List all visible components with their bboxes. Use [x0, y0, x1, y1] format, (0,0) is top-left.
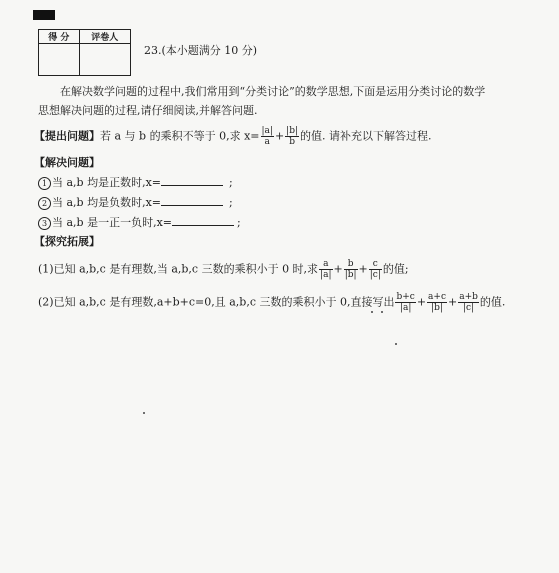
black-marker [33, 10, 55, 20]
case-1-answer-blank[interactable] [161, 175, 223, 186]
fraction-abs-a-over-a [261, 126, 274, 147]
emphasis-dot [371, 311, 373, 313]
semicolon: ; [229, 176, 233, 189]
case-2-text: 当 a,b 均是负数时,x= [52, 196, 162, 209]
part-2-end: 的值. [479, 295, 506, 309]
solve-problem-tag: 【解决问题】 [34, 156, 100, 169]
plus-sign: + [447, 295, 458, 309]
case-3-line [38, 215, 241, 230]
plus-sign: + [274, 129, 285, 143]
part-2-text: (2)已知 a,b,c 是有理数,a+b+c=0,且 a,b,c 三数的乘积小于 0,直接写出 [38, 295, 395, 309]
raise-problem-tag: 【提出问题】 [34, 129, 100, 143]
case-1-line [38, 175, 233, 190]
fraction-ac-over-abs-b [427, 292, 447, 313]
raise-problem-line [34, 126, 431, 147]
fraction-numerator: a [319, 259, 332, 270]
fraction-bc-over-abs-a [395, 292, 415, 313]
intro-line-1: 在解决数学问题的过程中,我们常用到“分类讨论”的数学思想,下面是运用分类讨论的数学 [60, 85, 486, 98]
fraction-denominator: |c| [369, 270, 381, 280]
case-1-number: 1 [38, 177, 51, 190]
part-1-end: 的值; [382, 262, 409, 276]
raise-problem-text-a: 若 a 与 b 的乘积不等于 0,求 x= [100, 129, 260, 143]
fraction-numerator: |a| [261, 126, 273, 136]
fraction-numerator: c [369, 259, 382, 270]
score-header: 得 分 [39, 30, 80, 44]
case-2-line [38, 195, 233, 210]
fraction-abs-b-over-b [285, 126, 299, 147]
fraction-denominator: |a| [320, 270, 332, 280]
fraction-denominator: |a| [399, 303, 412, 313]
plus-sign: + [358, 262, 368, 276]
case-3-text: 当 a,b 是一正一负时,x= [52, 216, 173, 229]
case-1-text: 当 a,b 均是正数时,x= [52, 176, 162, 189]
fraction-a-over-abs-a [319, 259, 332, 280]
plus-sign: + [333, 262, 343, 276]
fraction-c-over-abs-c [369, 259, 382, 280]
score-cell[interactable] [39, 44, 80, 76]
case-2-number: 2 [38, 197, 51, 210]
fraction-denominator: |c| [462, 303, 475, 313]
raise-problem-text-b: 的值. 请补充以下解答过程. [299, 129, 432, 143]
semicolon: ; [237, 216, 241, 229]
fraction-numerator: b+c [396, 292, 415, 302]
fraction-denominator: a [264, 137, 270, 147]
plus-sign: + [416, 295, 427, 309]
case-2-answer-blank[interactable] [161, 195, 223, 206]
part-1-text: (1)已知 a,b,c 是有理数,当 a,b,c 三数的乘积小于 0 时,求 [38, 262, 319, 276]
fraction-denominator: |b| [431, 303, 443, 313]
part-1-line [38, 259, 409, 280]
explore-tag: 【探究拓展】 [34, 235, 100, 248]
fraction-denominator: |b| [344, 270, 357, 280]
question-header: 23.(本小题满分 10 分) [144, 44, 258, 57]
grader-header: 评卷人 [79, 30, 130, 44]
case-3-answer-blank[interactable] [172, 215, 234, 226]
fraction-denominator: b [289, 137, 295, 147]
part-2-line [38, 292, 505, 313]
intro-line-2: 思想解决问题的过程,请仔细阅读,并解答问题. [38, 104, 258, 117]
fraction-numerator: a+c [428, 292, 446, 302]
semicolon: ; [229, 196, 233, 209]
case-3-number: 3 [38, 217, 51, 230]
speck [143, 412, 145, 414]
emphasis-dot [381, 311, 383, 313]
fraction-b-over-abs-b [344, 259, 358, 280]
fraction-numerator: b [344, 259, 358, 270]
grader-cell[interactable] [79, 44, 130, 76]
fraction-numerator: a+b [459, 292, 478, 302]
score-table [38, 29, 131, 76]
speck [395, 343, 397, 345]
fraction-numerator: |b| [286, 126, 298, 136]
fraction-ab-over-abs-c [458, 292, 479, 313]
